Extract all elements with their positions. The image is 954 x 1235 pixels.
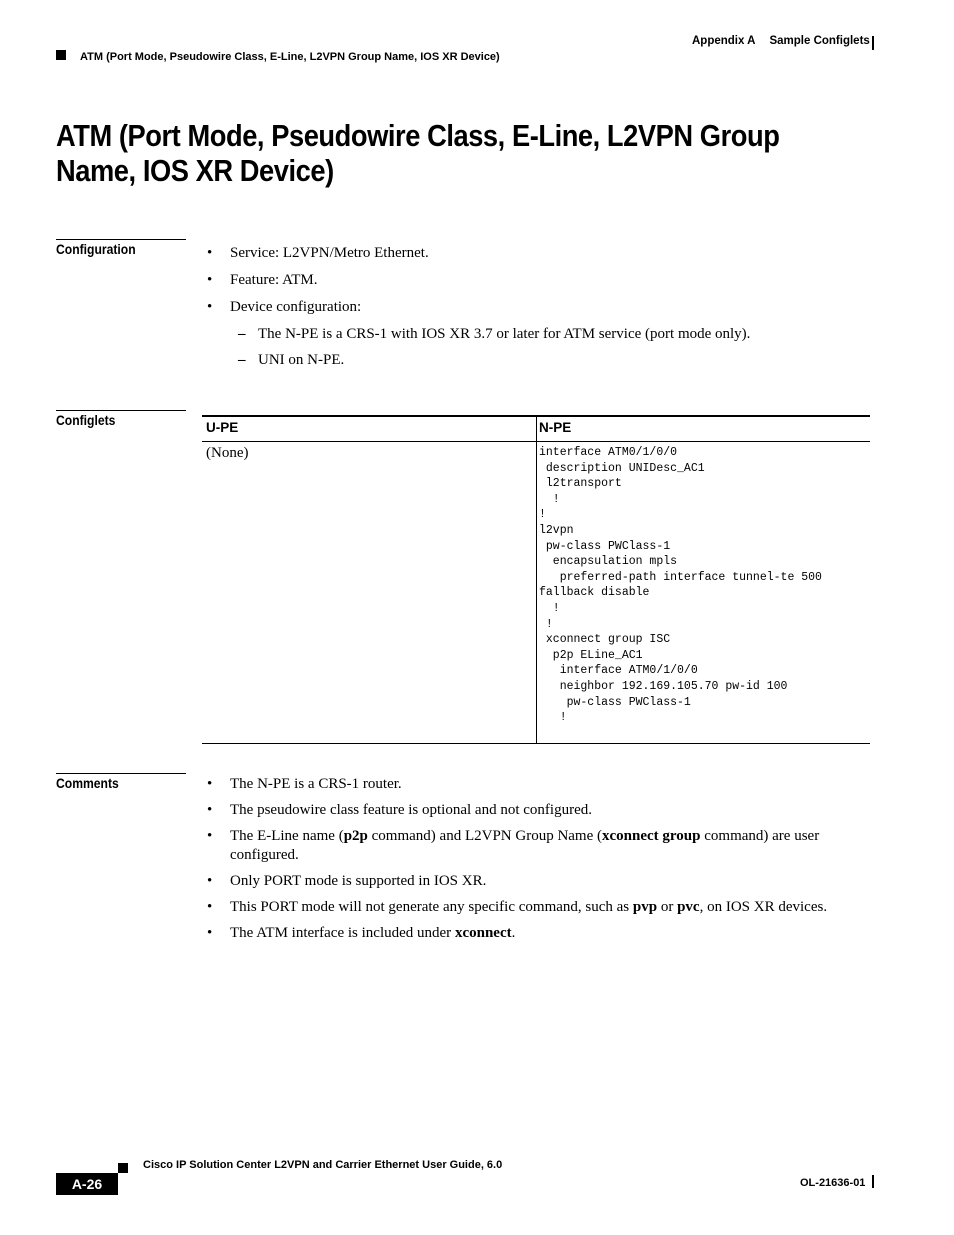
running-header-section: ATM (Port Mode, Pseudowire Class, E-Line, L2VPN Group Name, IOS XR Device) xyxy=(80,51,500,63)
header-bar xyxy=(872,36,874,50)
configlets-table xyxy=(202,415,870,745)
upe-config-cell: (None) xyxy=(206,445,249,461)
comments-rule xyxy=(56,773,186,774)
sublist-item: – The N-PE is a CRS-1 with IOS XR 3.7 or later for ATM service (port mode only). xyxy=(238,326,751,342)
comments-label: Comments xyxy=(56,776,119,791)
page-title xyxy=(56,118,874,188)
comments-list xyxy=(205,775,885,950)
list-item: • The pseudowire class feature is optional and not configured. xyxy=(207,802,592,818)
appendix-label: Appendix A xyxy=(692,35,756,47)
page-number: A-26 xyxy=(56,1173,118,1195)
configuration-label: Configuration xyxy=(56,242,136,257)
device-config-sublist xyxy=(230,321,750,373)
footer-bar xyxy=(872,1175,874,1188)
configlets-label: Configlets xyxy=(56,413,116,428)
chapter-label: Sample Configlets xyxy=(769,35,870,47)
npe-config-code: interface ATM0/1/0/0 description UNIDesc_AC1 l2transport ! ! l2vpn pw-class PWClass-1 encapsulation mpls preferred-path interface tunnel-te 500 fallback disable ! ! xconnect group ISC p2p ELine_AC1 interface ATM0/1/0/0 neighbor 192.169.105.70 pw-id 100 pw-class PWClass-1 ! xyxy=(539,446,822,725)
header-square-marker xyxy=(56,50,66,60)
configuration-list xyxy=(205,240,750,373)
table-column-divider xyxy=(536,417,537,744)
list-item: • The ATM interface is included under xconnect. xyxy=(207,925,516,941)
footer-guide-title: Cisco IP Solution Center L2VPN and Carrier Ethernet User Guide, 6.0 xyxy=(143,1159,503,1171)
list-item: • This PORT mode will not generate any specific command, such as pvp or pvc, on IOS XR devices. xyxy=(207,899,828,915)
footer-square-marker xyxy=(118,1163,128,1173)
column-header-npe: N-PE xyxy=(539,420,572,435)
list-item: • The N-PE is a CRS-1 router. xyxy=(207,776,402,792)
page-title-line1: ATM (Port Mode, Pseudowire Class, E-Line, L2VPN Group xyxy=(56,118,780,153)
configlets-rule xyxy=(56,410,186,411)
sublist-item: – UNI on N-PE. xyxy=(238,352,345,368)
page-title-line2: Name, IOS XR Device) xyxy=(56,153,334,188)
table-bottom-rule xyxy=(202,743,870,744)
list-item: • Only PORT mode is supported in IOS XR. xyxy=(207,873,487,889)
list-item: • Service: L2VPN/Metro Ethernet. xyxy=(207,245,429,261)
configuration-rule xyxy=(56,239,186,240)
list-item: • Feature: ATM. xyxy=(207,272,318,288)
column-header-upe: U-PE xyxy=(206,420,239,435)
list-item: • The E-Line name (p2p command) and L2VPN Group Name (xconnect group command) are user configured. xyxy=(207,828,820,863)
running-header-right xyxy=(692,35,884,47)
list-item: • Device configuration: – The N-PE is a CRS-1 with IOS XR 3.7 or later for ATM service (port mode only). – UNI on N-PE. xyxy=(205,294,750,373)
document-number: OL-21636-01 xyxy=(800,1177,866,1189)
